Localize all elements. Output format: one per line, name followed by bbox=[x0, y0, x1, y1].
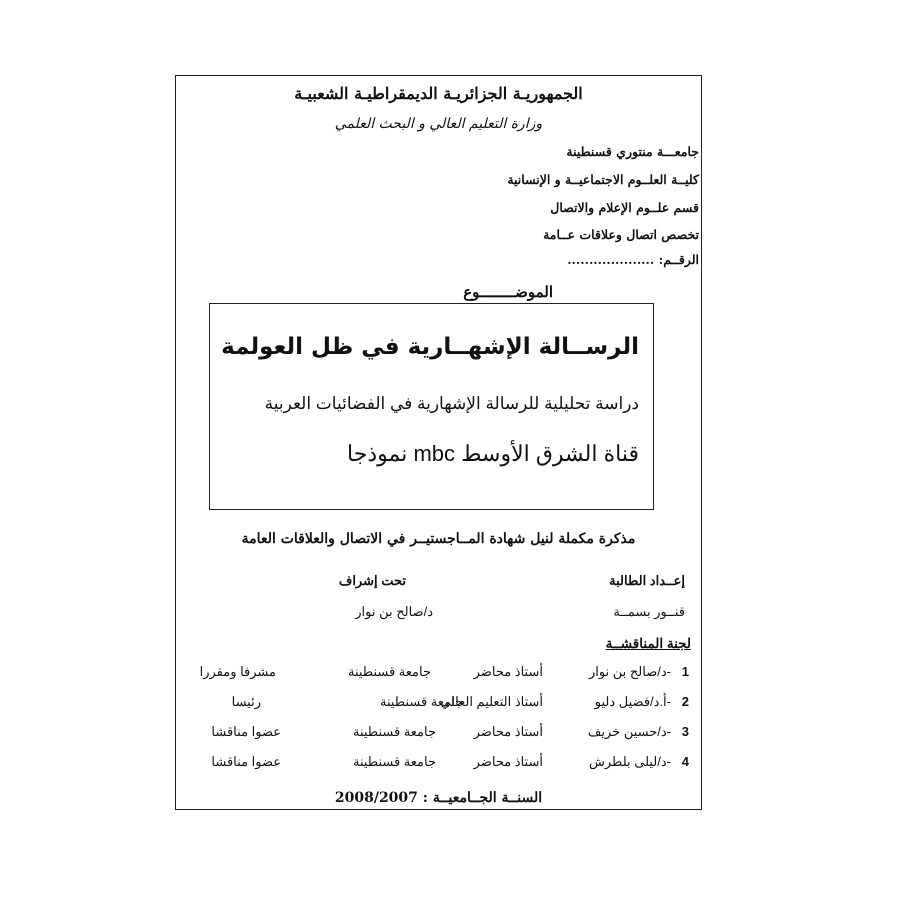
memo-statement: مذكرة مكملة لنيل شهادة المــاجستيــر في الاتصال والعلاقات العامة bbox=[241, 531, 636, 547]
jury-university: جامعة قسنطينة bbox=[352, 754, 436, 769]
jury-university: جامعة قسنطينة bbox=[347, 664, 431, 679]
academic-year-value: 2008/2007 bbox=[334, 790, 418, 806]
jury-role: عضوا مناقشا bbox=[211, 754, 281, 769]
jury-number: 1 bbox=[681, 664, 689, 679]
title-box bbox=[209, 303, 654, 510]
reference-number: الرقــم: .................... bbox=[567, 252, 699, 267]
thesis-title: الرســالة الإشهــارية في ظل العولمة bbox=[221, 334, 639, 360]
jury-rank: أستاذ التعليم العالي bbox=[440, 694, 543, 709]
jury-role: مشرفا ومقررا bbox=[199, 664, 276, 679]
ministry-heading: وزارة التعليم العالي و البحث العلمي bbox=[334, 116, 543, 132]
jury-row bbox=[174, 754, 701, 774]
jury-number: 3 bbox=[681, 724, 689, 739]
jury-rank: أستاذ محاضر bbox=[473, 664, 543, 679]
topic-label: الموضــــــــوع bbox=[463, 283, 553, 301]
jury-row bbox=[174, 664, 701, 684]
jury-rank: أستاذ محاضر bbox=[473, 754, 543, 769]
prepared-by-label: إعــداد الطالبة bbox=[609, 573, 685, 588]
document-page bbox=[175, 75, 702, 810]
student-name: قنــور بسمــة bbox=[613, 604, 685, 619]
jury-role: عضوا مناقشا bbox=[211, 724, 281, 739]
jury-university: جامعة قسنطينة bbox=[379, 694, 463, 709]
jury-rank: أستاذ محاضر bbox=[473, 724, 543, 739]
republic-heading: الجمهوريـة الجزائريـة الديمقراطيـة الشعبيـة bbox=[294, 84, 583, 103]
jury-title: لجنة المناقشــة bbox=[605, 636, 691, 651]
jury-name: -د/حسين خريف bbox=[587, 724, 671, 739]
department-name: قسم علــوم الإعلام والاتصال bbox=[550, 200, 699, 215]
academic-year-label: السنــة الجــامعيــة : bbox=[422, 790, 543, 806]
supervision-label: تحت إشراف bbox=[338, 573, 406, 588]
jury-number: 2 bbox=[681, 694, 689, 709]
jury-row bbox=[174, 694, 701, 714]
jury-name: -أ.د/فضيل دليو bbox=[594, 694, 671, 709]
thesis-case-study: قناة الشرق الأوسط mbc نموذجا bbox=[347, 441, 639, 466]
university-name: جامعـــة منتوري قسنطينة bbox=[566, 144, 699, 159]
supervisor-name: د/صالح بن نوار bbox=[355, 604, 433, 619]
jury-name: -د/صالح بن نوار bbox=[588, 664, 671, 679]
jury-role: رئيسا bbox=[231, 694, 261, 709]
jury-university: جامعة قسنطينة bbox=[352, 724, 436, 739]
jury-number: 4 bbox=[681, 754, 689, 769]
jury-row bbox=[174, 724, 701, 744]
thesis-subtitle: دراسة تحليلية للرسالة الإشهارية في الفضائيات العربية bbox=[264, 394, 639, 413]
faculty-name: كليــة العلــوم الاجتماعيــة و الإنسانية bbox=[507, 172, 699, 187]
jury-name: -د/ليلى بلطرش bbox=[589, 754, 671, 769]
specialty-name: تخصص اتصال وعلاقات عــامة bbox=[543, 227, 699, 242]
academic-year bbox=[176, 790, 701, 806]
